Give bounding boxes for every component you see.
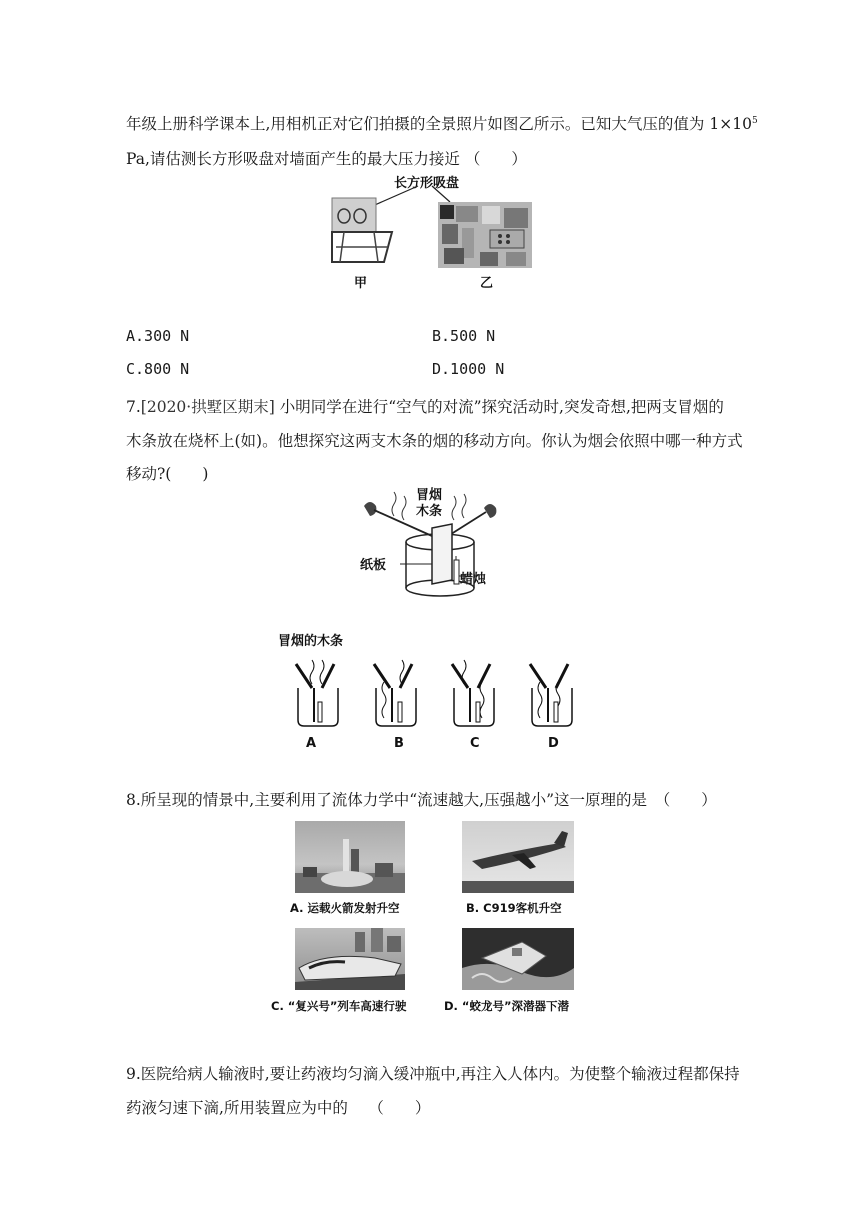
q8-photo-d-submersible [462, 928, 574, 990]
q6-figure-label-b: 乙 [480, 276, 494, 291]
q6-option-a: A.300 N [126, 327, 190, 345]
q6-option-c: C.800 N [126, 360, 190, 378]
q8-caption-a: A. 运载火箭发射升空 [290, 901, 400, 915]
q9-text-line1: 9.医院给病人输液时,要让药液均匀滴入缓冲瓶中,再注入人体内。为使整个输液过程都保持 [126, 1065, 740, 1083]
q6-option-b: B.500 N [432, 327, 496, 345]
train-image [295, 928, 405, 990]
q6-exponent: 5 [751, 115, 758, 126]
q7-label-candle: 蜡烛 [460, 572, 487, 587]
q7-text-line1: 7.[2020·拱墅区期末] 小明同学在进行“空气的对流”探究活动时,突发奇想,把两支冒烟的 [126, 398, 724, 416]
q7-setup-drawing [350, 484, 510, 602]
q9-text-line2: 药液匀速下滴,所用装置应为中的 （ ） [126, 1099, 431, 1117]
q7-label-board: 纸板 [360, 558, 387, 573]
q6-figure-title: 长方形吸盘 [394, 176, 460, 191]
q6-figure [320, 172, 550, 290]
q8-photo-b-airplane [462, 821, 574, 893]
q7-choice-d: D [548, 736, 559, 751]
q6-text-line1: 年级上册科学课本上,用相机正对它们拍摄的全景照片如图乙所示。已知大气压的值为 $1\times 10^5$ [126, 115, 758, 133]
rocket-image [295, 821, 405, 893]
q7-label-smoke: 冒烟 [416, 488, 443, 503]
q7-source-tag: [2020·拱墅区期末] [140, 398, 275, 416]
q8-photo-c-train [295, 928, 405, 990]
q7-setup-figure [350, 484, 510, 602]
q8-photo-a-rocket [295, 821, 405, 893]
q8-caption-d: D. “蛟龙号”深潜器下潜 [444, 999, 570, 1013]
q6-text-line2: Pa,请估测长方形吸盘对墙面产生的最大压力接近 （ ） [126, 150, 527, 168]
q7-text-line2: 木条放在烧杯上(如)。他想探究这两支木条的烟的移动方向。你认为烟会依照中哪一种方式 [126, 432, 743, 450]
q7-choice-a: A [306, 736, 317, 751]
submersible-image [462, 928, 574, 990]
q7-choice-b: B [394, 736, 404, 751]
q7-choice-c: C [470, 736, 480, 751]
q8-text: 8.所呈现的情景中,主要利用了流体力学中“流速越大,压强越小”这一原理的是 （ ） [126, 791, 717, 809]
q7-choices-title: 冒烟的木条 [278, 634, 344, 649]
airplane-image [462, 821, 574, 893]
q6-option-d: D.1000 N [432, 360, 505, 378]
q7-choices-figure [278, 630, 598, 754]
q7-label-stick: 木条 [416, 504, 443, 519]
q6-figure-label-a: 甲 [354, 276, 368, 291]
q8-caption-b: B. C919客机升空 [466, 901, 562, 915]
q8-caption-c: C. “复兴号”列车高速行驶 [271, 999, 407, 1013]
q7-text-line3: 移动?( ) [126, 465, 209, 483]
